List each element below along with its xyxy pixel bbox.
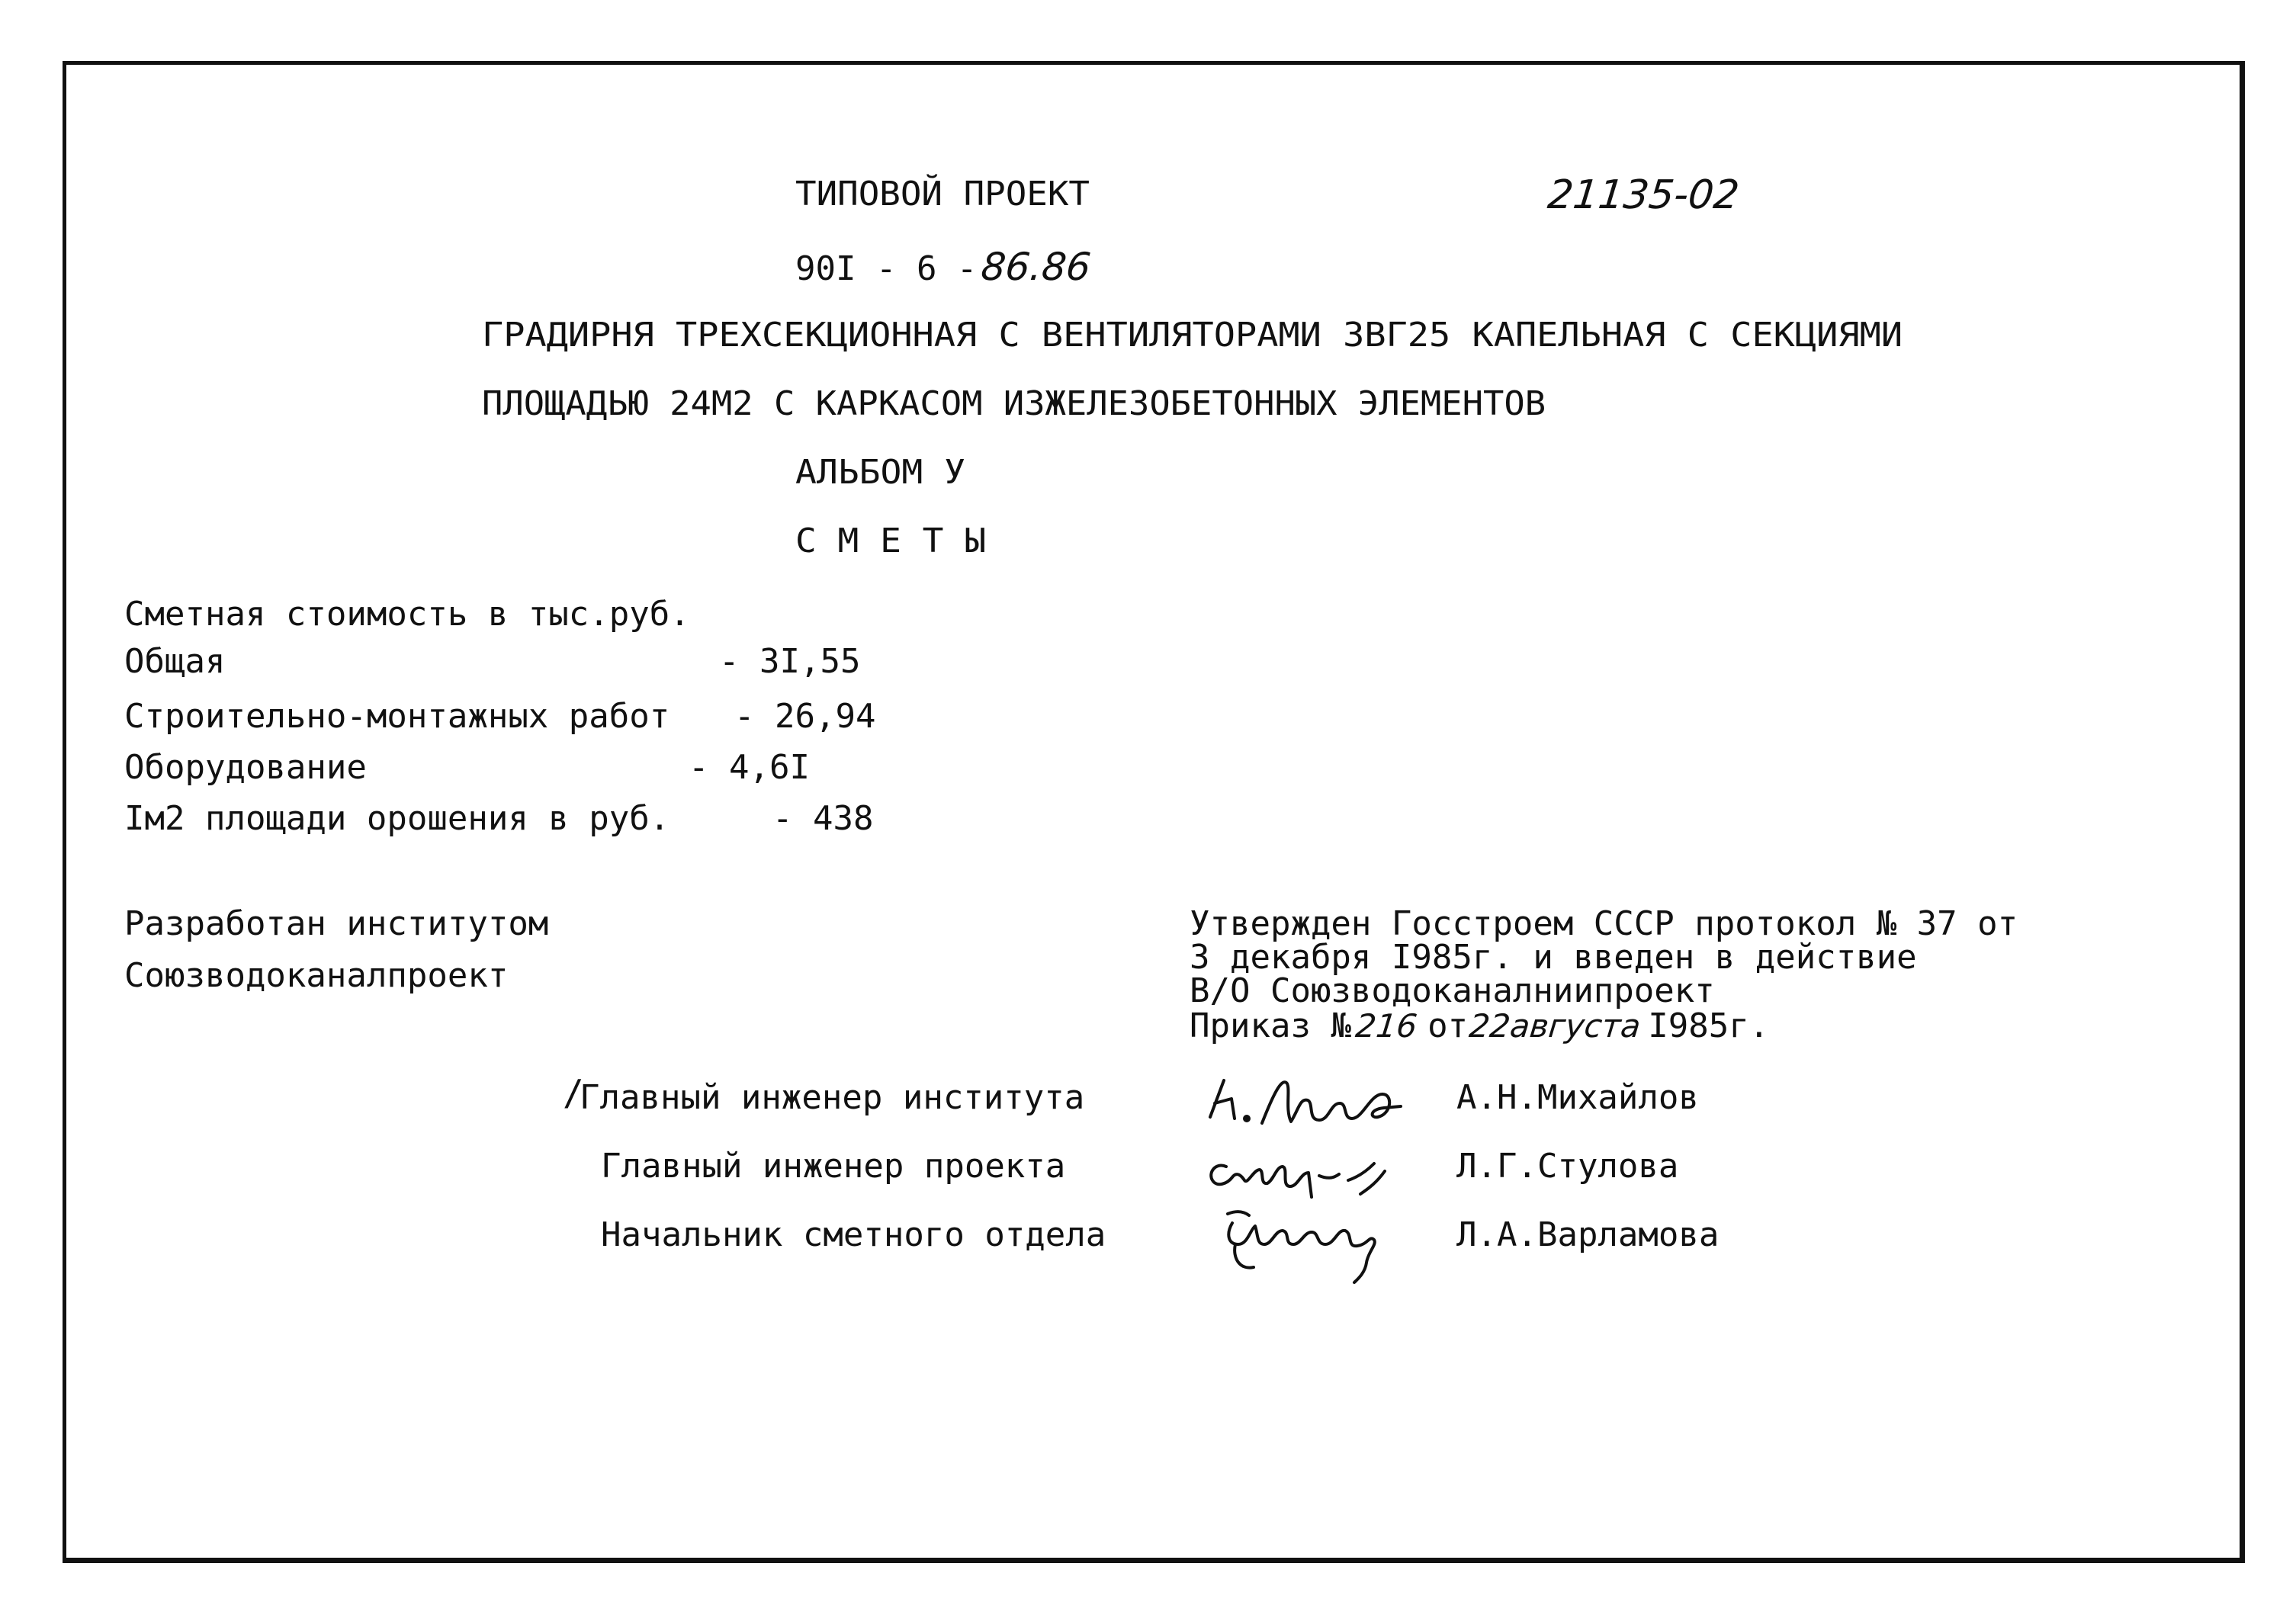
title-line-2: ПЛОЩАДЬЮ 24М2 С КАРКАСОМ ИЗЖЕЛЕЗОБЕТОННЫХ ЭЛЕМЕНТОВ — [482, 384, 1546, 423]
order-from: от — [1427, 1006, 1469, 1045]
signatory-position: Начальник сметного отдела — [601, 1215, 1106, 1254]
approval-line-1: Утвержден Госстроем СССР протокол № 37 от — [1190, 904, 2018, 943]
order-number: 216 — [1354, 1007, 1419, 1045]
cost-row-label: Iм2 площади орошения в руб. — [124, 799, 670, 838]
project-number: 21135-02 — [1545, 172, 1742, 218]
project-type-label: ТИПОВОЙ ПРОЕКТ — [795, 175, 1090, 213]
cost-row-value: - 26,94 — [734, 697, 876, 736]
developer-line-2: Союзводоканалпроект — [124, 956, 509, 995]
approval-line-2: 3 декабря I985г. и введен в действие — [1190, 938, 1917, 977]
signature-varlamova — [1205, 1197, 1434, 1289]
signature-stulova — [1197, 1136, 1426, 1205]
cost-heading: Сметная стоимость в тыс.руб. — [124, 595, 690, 634]
project-code-handwritten: 86.86 — [979, 245, 1093, 289]
title-line-1: ГРАДИРНЯ ТРЕХСЕКЦИОННАЯ С ВЕНТИЛЯТОРАМИ 3ВГ25 КАПЕЛЬНАЯ С СЕКЦИЯМИ — [482, 316, 1903, 355]
cost-row-value: - 438 — [772, 799, 874, 838]
project-code — [795, 245, 1093, 289]
checkmark-stroke: / — [563, 1072, 584, 1113]
cost-row-value: - 3I,55 — [719, 642, 861, 681]
signatory-name: А.Н.Михайлов — [1456, 1078, 1699, 1117]
developer-line-1: Разработан институтом — [124, 904, 549, 943]
cost-row-value: - 4,6I — [689, 748, 810, 787]
signatory-position: Главный инженер проекта — [601, 1147, 1066, 1186]
signature-mikhailov — [1201, 1064, 1430, 1136]
cost-row-label: Оборудование — [124, 748, 367, 787]
order-date: 22августа — [1467, 1007, 1643, 1045]
order-prefix: Приказ № — [1190, 1006, 1351, 1045]
album-label: АЛЬБОМ У — [795, 453, 966, 492]
order-year: I985г. — [1648, 1006, 1770, 1045]
cost-row-label: Строительно-монтажных работ — [124, 697, 670, 736]
approval-order — [1190, 1006, 1770, 1045]
approval-line-3: В/О Союзводоканалниипроект — [1190, 971, 1715, 1010]
cost-row-label: Общая — [124, 642, 226, 681]
document-subject: С М Е Т Ы — [795, 522, 987, 560]
signatory-name: Л.А.Варламова — [1456, 1215, 1720, 1254]
project-code-prefix: 90I - 6 - — [795, 249, 978, 288]
signatory-position: / Главный инженер института — [563, 1072, 1085, 1117]
signatory-name: Л.Г.Стулова — [1456, 1147, 1679, 1186]
